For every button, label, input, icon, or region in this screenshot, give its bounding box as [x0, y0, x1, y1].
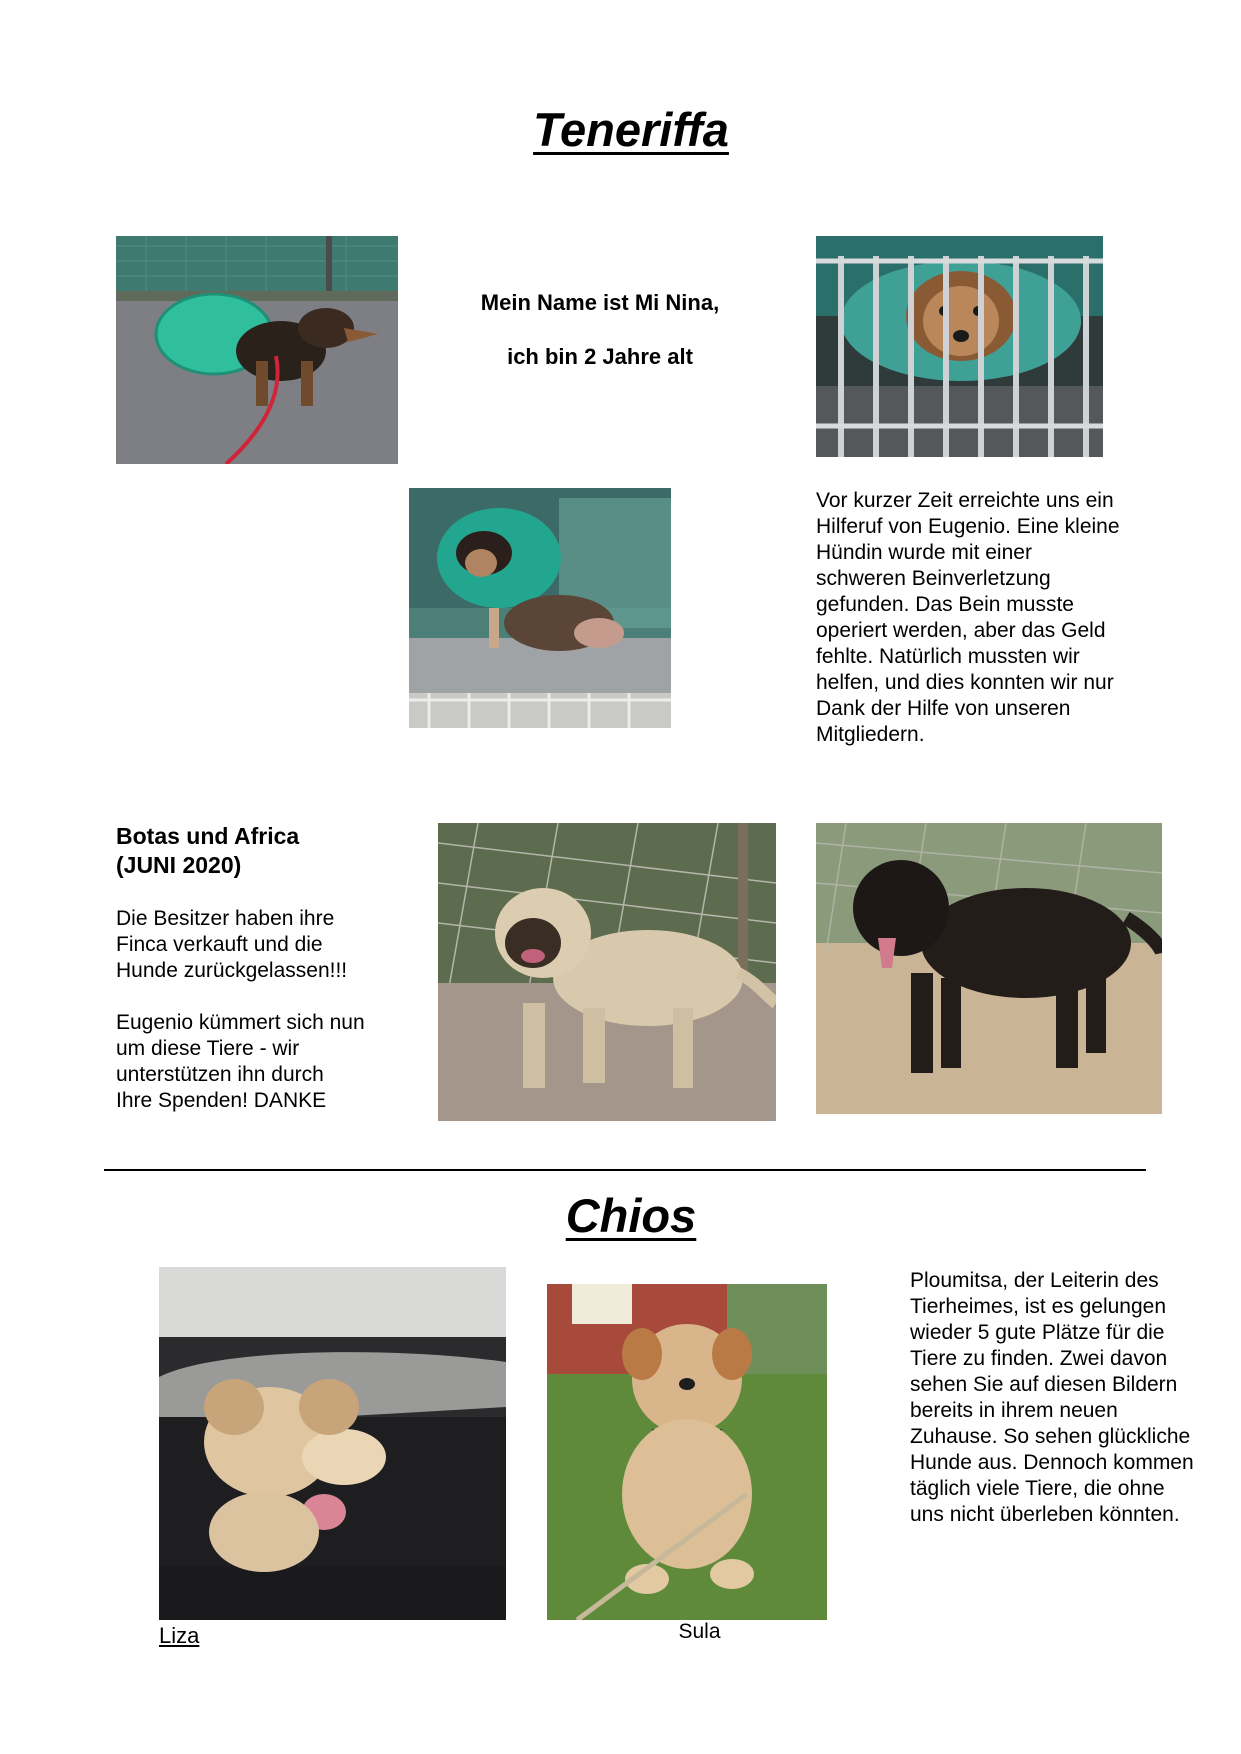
story-line: bereits in ihrem neuen: [910, 1399, 1118, 1422]
section-title-chios: Chios: [565, 1189, 697, 1242]
story-line: Hilferuf von Eugenio. Eine kleine: [816, 515, 1120, 538]
text-line: Finca verkauft und die: [116, 933, 323, 956]
botas-text-block: [116, 822, 406, 1114]
story-line: Tiere zu finden. Zwei davon: [910, 1347, 1168, 1370]
photo-dog-light: [438, 823, 776, 1121]
text-line: Hunde zurückgelassen!!!: [116, 959, 348, 982]
story-line: Vor kurzer Zeit erreichte uns ein: [816, 489, 1114, 512]
section-title-teneriffa: Teneriffa: [533, 103, 729, 156]
teneriffa-story: [816, 488, 1156, 748]
text-line: Ihre Spenden! DANKE: [116, 1089, 327, 1112]
story-line: gefunden. Das Bein musste: [816, 593, 1074, 616]
section-divider: [104, 1169, 1146, 1171]
story-line: operiert werden, aber das Geld: [816, 619, 1106, 642]
text-line: Die Besitzer haben ihre: [116, 907, 335, 930]
text-line: unterstützen ihn durch: [116, 1063, 324, 1086]
intro-age-line: ich bin 2 Jahre alt: [507, 344, 693, 369]
story-line: Tierheimes, ist es gelungen: [910, 1295, 1167, 1318]
caption-sula: Sula: [678, 1620, 721, 1643]
chios-story: [910, 1268, 1230, 1528]
photo-dog-cone-street: [116, 236, 398, 464]
story-line: uns nicht überleben könnten.: [910, 1503, 1180, 1526]
photo-liza: [159, 1267, 506, 1620]
photo-dog-black: [816, 823, 1162, 1114]
botas-date: (JUNI 2020): [116, 852, 242, 878]
botas-title: Botas und Africa: [116, 823, 300, 849]
story-line: täglich viele Tiere, die ohne: [910, 1477, 1165, 1500]
botas-paragraph-1: [116, 906, 406, 984]
story-line: schweren Beinverletzung: [816, 567, 1051, 590]
photo-dog-cage: [816, 236, 1103, 457]
story-line: helfen, und dies konnten wir nur: [816, 671, 1114, 694]
story-line: Dank der Hilfe von unseren: [816, 697, 1071, 720]
story-line: Hündin wurde mit einer: [816, 541, 1032, 564]
caption-liza: Liza: [159, 1623, 200, 1648]
botas-paragraph-2: [116, 1010, 406, 1114]
intro-name-line: Mein Name ist Mi Nina,: [480, 290, 720, 315]
text-line: Eugenio kümmert sich nun: [116, 1011, 365, 1034]
text-line: um diese Tiere - wir: [116, 1037, 300, 1060]
photo-dog-vet: [409, 488, 671, 728]
story-line: Hunde aus. Dennoch kommen: [910, 1451, 1194, 1474]
story-line: wieder 5 gute Plätze für die: [910, 1321, 1165, 1344]
story-line: fehlte. Natürlich mussten wir: [816, 645, 1080, 668]
story-line: Zuhause. So sehen glückliche: [910, 1425, 1191, 1448]
photo-sula: [547, 1284, 827, 1620]
story-line: Ploumitsa, der Leiterin des: [910, 1269, 1159, 1292]
story-line: Mitgliedern.: [816, 723, 925, 746]
story-line: sehen Sie auf diesen Bildern: [910, 1373, 1178, 1396]
